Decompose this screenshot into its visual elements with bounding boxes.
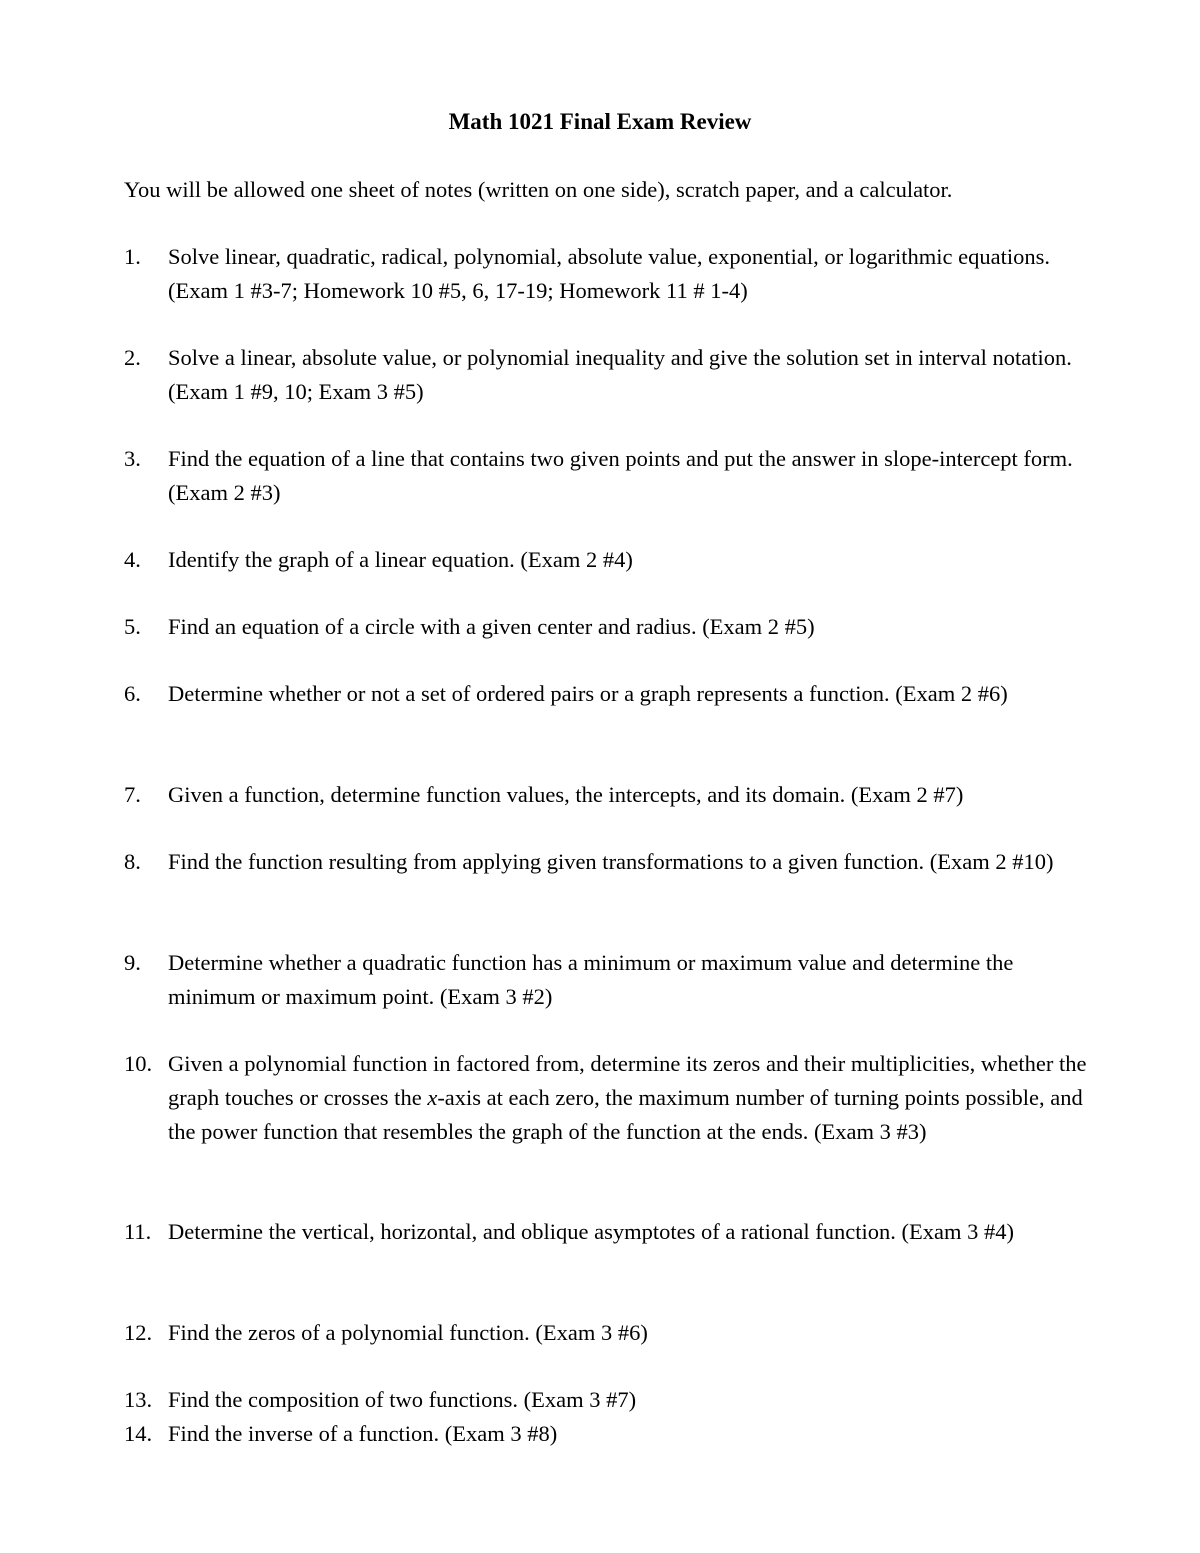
item-text: Find the zeros of a polynomial function. (Exam 3 #6)	[168, 1320, 648, 1345]
item-text-part: -axis at each zero, the maximum number of turning points possible, and the power function that resembles the graph of the function at the ends. (Exam 3 #3)	[168, 1085, 1083, 1144]
item-text: Find an equation of a circle with a given center and radius. (Exam 2 #5)	[168, 614, 815, 639]
list-item	[124, 543, 1084, 577]
item-number: 6.	[124, 681, 141, 706]
item-number: 1.	[124, 244, 141, 269]
item-number: 4.	[124, 547, 141, 572]
item-text: Solve linear, quadratic, radical, polynomial, absolute value, exponential, or logarithmic equations. (Exam 1 #3-7; Homework 10 #5, 6, 17-19; Homework 11 # 1-4)	[168, 244, 1050, 303]
item-number: 7.	[124, 782, 141, 807]
list-item	[124, 1417, 1084, 1451]
item-text: Given a function, determine function values, the intercepts, and its domain. (Exam 2 #7)	[168, 782, 964, 807]
item-number: 2.	[124, 345, 141, 370]
list-item	[124, 341, 1084, 409]
item-number: 3.	[124, 446, 141, 471]
item-number: 13.	[124, 1387, 153, 1412]
list-item	[124, 1215, 1084, 1249]
list-item	[124, 1383, 1084, 1417]
math-variable: x	[427, 1085, 438, 1110]
item-text	[168, 1047, 1088, 1149]
item-number: 5.	[124, 614, 141, 639]
list-item	[124, 240, 1084, 308]
list-item	[124, 946, 1084, 1014]
item-text-part: Given a polynomial function in factored from, determine its zeros and their multiplicities, whether the graph touches or crosses the	[168, 1051, 1087, 1110]
item-text: Solve a linear, absolute value, or polynomial inequality and give the solution set in interval notation. (Exam 1 #9, 10; Exam 3 #5)	[168, 345, 1072, 404]
item-text: Identify the graph of a linear equation. (Exam 2 #4)	[168, 547, 633, 572]
list-item	[124, 442, 1084, 510]
item-number: 11.	[124, 1219, 152, 1244]
item-number: 14.	[124, 1421, 153, 1446]
item-number: 10.	[124, 1051, 153, 1076]
list-item	[124, 1047, 1087, 1149]
item-text: Determine whether or not a set of ordered pairs or a graph represents a function. (Exam 2 #6)	[168, 681, 1008, 706]
item-number: 9.	[124, 950, 141, 975]
item-number: 8.	[124, 849, 141, 874]
item-text: Find the inverse of a function. (Exam 3 #8)	[168, 1421, 558, 1446]
item-text: Find the equation of a line that contains two given points and put the answer in slope-intercept form. (Exam 2 #3)	[168, 446, 1073, 505]
item-text: Determine the vertical, horizontal, and oblique asymptotes of a rational function. (Exam 3 #4)	[168, 1219, 1014, 1244]
page-title: Math 1021 Final Exam Review	[448, 109, 752, 134]
list-item	[124, 845, 1084, 879]
item-text: Determine whether a quadratic function has a minimum or maximum value and determine the minimum or maximum point. (Exam 3 #2)	[168, 950, 1014, 1009]
list-item	[124, 677, 1084, 711]
item-text: Find the composition of two functions. (Exam 3 #7)	[168, 1387, 637, 1412]
item-number: 12.	[124, 1320, 153, 1345]
intro-text: You will be allowed one sheet of notes (written on one side), scratch paper, and a calculator.	[124, 177, 953, 202]
item-text: Find the function resulting from applying given transformations to a given function. (Exam 2 #10)	[168, 849, 1054, 874]
list-item	[124, 610, 1084, 644]
list-item	[124, 778, 1084, 812]
list-item	[124, 1316, 1084, 1350]
